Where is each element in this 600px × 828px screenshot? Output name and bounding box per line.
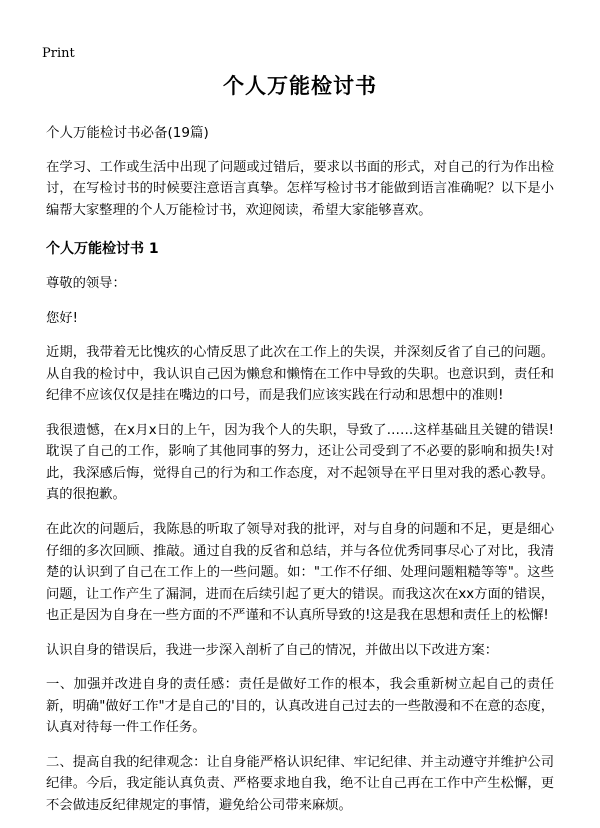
body-paragraph: 一、加强并改进自身的责任感：责任是做好工作的根本，我会重新树立起自己的责任新，明确"做好工作"才是自己的'目的，认真改进自己过去的一些散漫和不在意的态度，认真对待每一件工作任务。 [46,677,554,736]
document-subtitle: 个人万能检讨书必备(19篇) [46,125,209,142]
body-paragraph: 我很遗憾，在x月x日的上午，因为我个人的失职，导致了……这样基础且关键的错误!耽误了自己的工作，影响了其他同事的努力，还让公司受到了不必要的影响和损失!对此，我深感后悔，觉得自己的行为和工作态度，对不起领导在平日里对我的悉心教导。真的很抱歉。 [46,422,554,503]
body-paragraph: 近期，我带着无比愧疚的心情反思了此次在工作上的失误，并深刻反省了自己的问题。从自我的检讨中，我认识自己因为懒怠和懒惰在工作中导致的失职。也意识到，责任和纪律不应该仅仅是挂在嘴边的口号，而是我们应该实践在行动和思想中的准则! [46,345,554,404]
salutation: 尊敬的领导： [46,276,126,292]
body-paragraph: 二、提高自我的纪律观念：让自身能严格认识纪律、牢记纪律、并主动遵守并维护公司纪律。今后，我定能认真负责、严格要求地自我，绝不让自己再在工作中产生松懈，更不会做违反纪律规定的事情，避免给公司带来麻烦。 [46,754,554,813]
body-paragraph: 认识自身的错误后，我进一步深入剖析了自己的情况，并做出以下改进方案： [46,642,499,658]
print-button[interactable]: Print [42,46,75,61]
page-title: 个人万能检讨书 [223,74,377,98]
greeting: 您好! [46,310,78,326]
document-intro: 在学习、工作或生活中出现了问题或过错后，要求以书面的形式，对自己的行为作出检讨，在写检讨书的时候要注意语言真挚。怎样写检讨书才能做到语言准确呢？以下是小编帮大家整理的个人万能检讨书，欢迎阅读，希望大家能够喜欢。 [46,159,554,218]
section-heading: 个人万能检讨书 1 [46,241,159,258]
body-paragraph: 在此次的问题后，我陈恳的听取了领导对我的批评，对与自身的问题和不足，更是细心仔细的多次回顾、推敲。通过自我的反省和总结，并与各位优秀同事尽心了对比，我清楚的认识到了自己在工作上的一些问题。如："工作不仔细、处理问题粗糙等等"。这些问题，让工作产生了漏洞，进而在后续引起了更大的错误。而我这次在xx方面的错误，也正是因为自身在一些方面的不严谨和不认真所导致的!这是我在思想和责任上的松懈! [46,522,554,624]
